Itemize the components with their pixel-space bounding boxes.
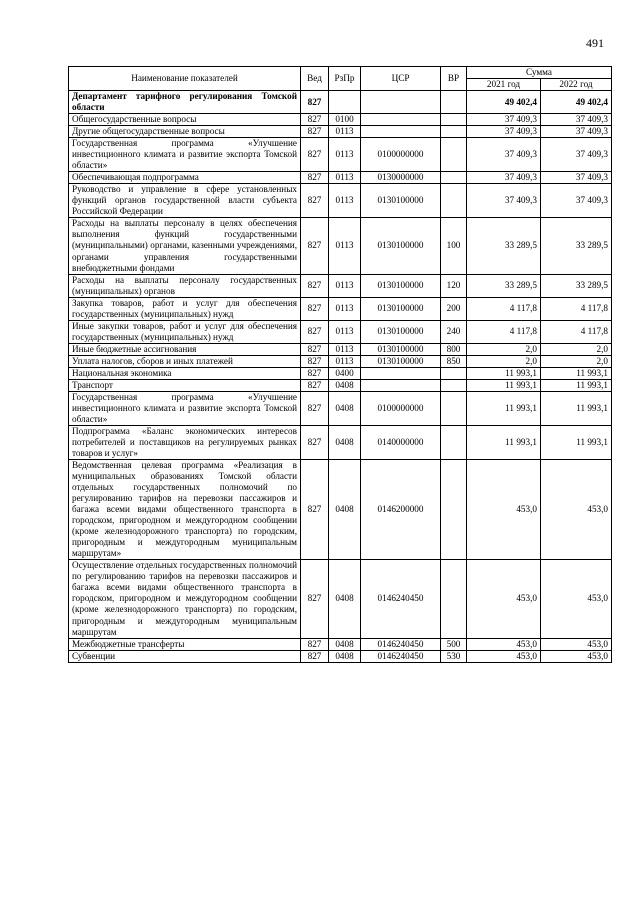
cell-ved: 827	[301, 425, 329, 459]
cell-name: Транспорт	[69, 379, 301, 391]
cell-rzpr: 0113	[329, 218, 361, 274]
cell-name: Обеспечивающая подпрограмма	[69, 172, 301, 184]
cell-name: Руководство и управление в сфере установленных функций органов государственной власти субъекта Российской Федерации	[69, 184, 301, 218]
header-year-2022: 2022 год	[541, 79, 612, 91]
table-row	[69, 274, 612, 297]
cell-vr	[441, 379, 467, 391]
cell-2021: 37 409,3	[467, 138, 541, 172]
cell-2021: 37 409,3	[467, 126, 541, 138]
cell-2021: 4 117,8	[467, 297, 541, 320]
cell-2021: 11 993,1	[467, 379, 541, 391]
cell-rzpr: 0113	[329, 297, 361, 320]
cell-vr	[441, 114, 467, 126]
cell-vr: 120	[441, 274, 467, 297]
cell-vr: 500	[441, 638, 467, 650]
cell-csr	[361, 91, 441, 114]
cell-ved: 827	[301, 460, 329, 560]
table-row	[69, 126, 612, 138]
table-row	[69, 460, 612, 560]
cell-vr	[441, 560, 467, 638]
cell-ved: 827	[301, 320, 329, 343]
cell-ved: 827	[301, 297, 329, 320]
table-row	[69, 379, 612, 391]
cell-name: Осуществление отдельных государственных полномочий по регулированию тарифов на перевозки пассажиров и багажа всеми видами общественного транспорта в городском, пригородном и междугородном сообщении (кроме железнодорожного транспорта) по городским, пригородным и междугородным муниципальным маршрутам	[69, 560, 301, 638]
cell-name: Межбюджетные трансферты	[69, 638, 301, 650]
cell-name: Иные бюджетные ассигнования	[69, 343, 301, 355]
cell-2022: 37 409,3	[541, 172, 612, 184]
cell-ved: 827	[301, 560, 329, 638]
cell-name: Государственная программа «Улучшение инвестиционного климата и развитие экспорта Томской области»	[69, 391, 301, 425]
header-csr: ЦСР	[361, 67, 441, 91]
cell-name: Департамент тарифного регулирования Томской области	[69, 91, 301, 114]
cell-vr	[441, 138, 467, 172]
header-name: Наименование показателей	[69, 67, 301, 91]
page-number: 491	[586, 36, 604, 50]
table-row	[69, 297, 612, 320]
cell-csr: 0130100000	[361, 218, 441, 274]
cell-vr	[441, 91, 467, 114]
cell-2022: 11 993,1	[541, 425, 612, 459]
cell-csr	[361, 367, 441, 379]
cell-2022: 2,0	[541, 355, 612, 367]
cell-rzpr: 0408	[329, 650, 361, 662]
cell-vr	[441, 184, 467, 218]
cell-ved: 827	[301, 367, 329, 379]
cell-rzpr: 0113	[329, 126, 361, 138]
cell-vr	[441, 460, 467, 560]
table-row	[69, 638, 612, 650]
cell-csr: 0146240450	[361, 638, 441, 650]
cell-2021: 453,0	[467, 460, 541, 560]
cell-2021: 33 289,5	[467, 218, 541, 274]
cell-vr	[441, 425, 467, 459]
cell-2021: 33 289,5	[467, 274, 541, 297]
cell-2022: 33 289,5	[541, 218, 612, 274]
cell-rzpr: 0408	[329, 560, 361, 638]
cell-2021: 49 402,4	[467, 91, 541, 114]
cell-rzpr: 0113	[329, 184, 361, 218]
cell-vr: 530	[441, 650, 467, 662]
cell-ved: 827	[301, 343, 329, 355]
table-row	[69, 425, 612, 459]
cell-vr: 850	[441, 355, 467, 367]
cell-2022: 453,0	[541, 638, 612, 650]
cell-csr: 0146240450	[361, 650, 441, 662]
table-row	[69, 560, 612, 638]
cell-rzpr: 0113	[329, 343, 361, 355]
cell-name: Уплата налогов, сборов и иных платежей	[69, 355, 301, 367]
cell-2021: 11 993,1	[467, 425, 541, 459]
cell-ved: 827	[301, 650, 329, 662]
cell-vr: 100	[441, 218, 467, 274]
cell-csr: 0130100000	[361, 343, 441, 355]
cell-2022: 453,0	[541, 460, 612, 560]
cell-2022: 453,0	[541, 560, 612, 638]
cell-csr: 0140000000	[361, 425, 441, 459]
cell-rzpr: 0113	[329, 138, 361, 172]
cell-2022: 37 409,3	[541, 184, 612, 218]
cell-vr	[441, 391, 467, 425]
cell-ved: 827	[301, 274, 329, 297]
cell-rzpr: 0100	[329, 114, 361, 126]
table-row	[69, 343, 612, 355]
table-row	[69, 355, 612, 367]
cell-ved: 827	[301, 218, 329, 274]
cell-ved: 827	[301, 126, 329, 138]
cell-ved: 827	[301, 91, 329, 114]
cell-rzpr: 0113	[329, 172, 361, 184]
cell-ved: 827	[301, 638, 329, 650]
cell-rzpr: 0408	[329, 391, 361, 425]
cell-name: Подпрограмма «Баланс экономических интересов потребителей и поставщиков на регулируемых рынках товаров и услуг»	[69, 425, 301, 459]
header-vr: ВР	[441, 67, 467, 91]
header-rzpr: РзПр	[329, 67, 361, 91]
cell-csr: 0130100000	[361, 320, 441, 343]
cell-name: Закупка товаров, работ и услуг для обеспечения государственных (муниципальных) нужд	[69, 297, 301, 320]
cell-2022: 11 993,1	[541, 391, 612, 425]
table-row	[69, 650, 612, 662]
cell-ved: 827	[301, 379, 329, 391]
cell-csr: 0100000000	[361, 138, 441, 172]
cell-name: Государственная программа «Улучшение инвестиционного климата и развитие экспорта Томской области»	[69, 138, 301, 172]
header-sum: Сумма	[467, 67, 612, 79]
cell-rzpr	[329, 91, 361, 114]
cell-rzpr: 0113	[329, 355, 361, 367]
cell-2021: 37 409,3	[467, 172, 541, 184]
cell-csr: 0130100000	[361, 274, 441, 297]
header-year-2021: 2021 год	[467, 79, 541, 91]
cell-rzpr: 0113	[329, 320, 361, 343]
cell-ved: 827	[301, 138, 329, 172]
cell-csr	[361, 126, 441, 138]
cell-vr: 240	[441, 320, 467, 343]
cell-ved: 827	[301, 391, 329, 425]
cell-rzpr: 0408	[329, 425, 361, 459]
cell-name: Общегосударственные вопросы	[69, 114, 301, 126]
cell-2021: 453,0	[467, 560, 541, 638]
table-row	[69, 91, 612, 114]
table-row	[69, 184, 612, 218]
cell-csr	[361, 379, 441, 391]
cell-2021: 11 993,1	[467, 367, 541, 379]
cell-rzpr: 0113	[329, 274, 361, 297]
header-ved: Вед	[301, 67, 329, 91]
cell-2021: 453,0	[467, 650, 541, 662]
cell-rzpr: 0400	[329, 367, 361, 379]
cell-2021: 11 993,1	[467, 391, 541, 425]
cell-2022: 4 117,8	[541, 297, 612, 320]
cell-2022: 37 409,3	[541, 114, 612, 126]
cell-2021: 4 117,8	[467, 320, 541, 343]
cell-csr: 0130100000	[361, 297, 441, 320]
cell-csr: 0130100000	[361, 184, 441, 218]
cell-name: Иные закупки товаров, работ и услуг для обеспечения государственных (муниципальных) нужд	[69, 320, 301, 343]
cell-ved: 827	[301, 114, 329, 126]
cell-2022: 11 993,1	[541, 379, 612, 391]
table-row	[69, 218, 612, 274]
cell-ved: 827	[301, 355, 329, 367]
table-row	[69, 367, 612, 379]
cell-rzpr: 0408	[329, 638, 361, 650]
cell-2021: 2,0	[467, 355, 541, 367]
cell-vr	[441, 367, 467, 379]
cell-2022: 37 409,3	[541, 138, 612, 172]
cell-vr	[441, 172, 467, 184]
cell-ved: 827	[301, 184, 329, 218]
cell-2022: 33 289,5	[541, 274, 612, 297]
cell-2021: 37 409,3	[467, 114, 541, 126]
cell-2022: 4 117,8	[541, 320, 612, 343]
cell-ved: 827	[301, 172, 329, 184]
cell-2022: 11 993,1	[541, 367, 612, 379]
cell-2022: 37 409,3	[541, 126, 612, 138]
cell-2021: 453,0	[467, 638, 541, 650]
cell-rzpr: 0408	[329, 460, 361, 560]
table-row	[69, 172, 612, 184]
cell-name: Национальная экономика	[69, 367, 301, 379]
cell-csr: 0100000000	[361, 391, 441, 425]
cell-name: Расходы на выплаты персоналу в целях обеспечения выполнения функций государственными (муниципальными) органами, казенными учреждениями, органами управления государственными внебюджетными фондами	[69, 218, 301, 274]
cell-2022: 2,0	[541, 343, 612, 355]
table-row	[69, 391, 612, 425]
cell-2022: 49 402,4	[541, 91, 612, 114]
cell-csr: 0130000000	[361, 172, 441, 184]
cell-2021: 2,0	[467, 343, 541, 355]
cell-2022: 453,0	[541, 650, 612, 662]
cell-name: Субвенции	[69, 650, 301, 662]
table-row	[69, 320, 612, 343]
table-row	[69, 138, 612, 172]
table-body	[69, 91, 612, 663]
cell-name: Другие общегосударственные вопросы	[69, 126, 301, 138]
cell-rzpr: 0408	[329, 379, 361, 391]
budget-table	[68, 66, 612, 663]
cell-csr: 0146200000	[361, 460, 441, 560]
cell-vr	[441, 126, 467, 138]
cell-name: Ведомственная целевая программа «Реализация в муниципальных образованиях Томской области отдельных государственных полномочий по регулированию тарифов на перевозки пассажиров и багажа всеми видами общественного транспорта в городском, пригородном и междугородном сообщении (кроме железнодорожного транспорта) по городским, пригородным и междугородным муниципальным маршрутам»	[69, 460, 301, 560]
cell-csr: 0146240450	[361, 560, 441, 638]
cell-csr: 0130100000	[361, 355, 441, 367]
cell-name: Расходы на выплаты персоналу государственных (муниципальных) органов	[69, 274, 301, 297]
cell-csr	[361, 114, 441, 126]
cell-vr: 800	[441, 343, 467, 355]
cell-vr: 200	[441, 297, 467, 320]
cell-2021: 37 409,3	[467, 184, 541, 218]
table-header-row	[69, 67, 612, 79]
table-row	[69, 114, 612, 126]
